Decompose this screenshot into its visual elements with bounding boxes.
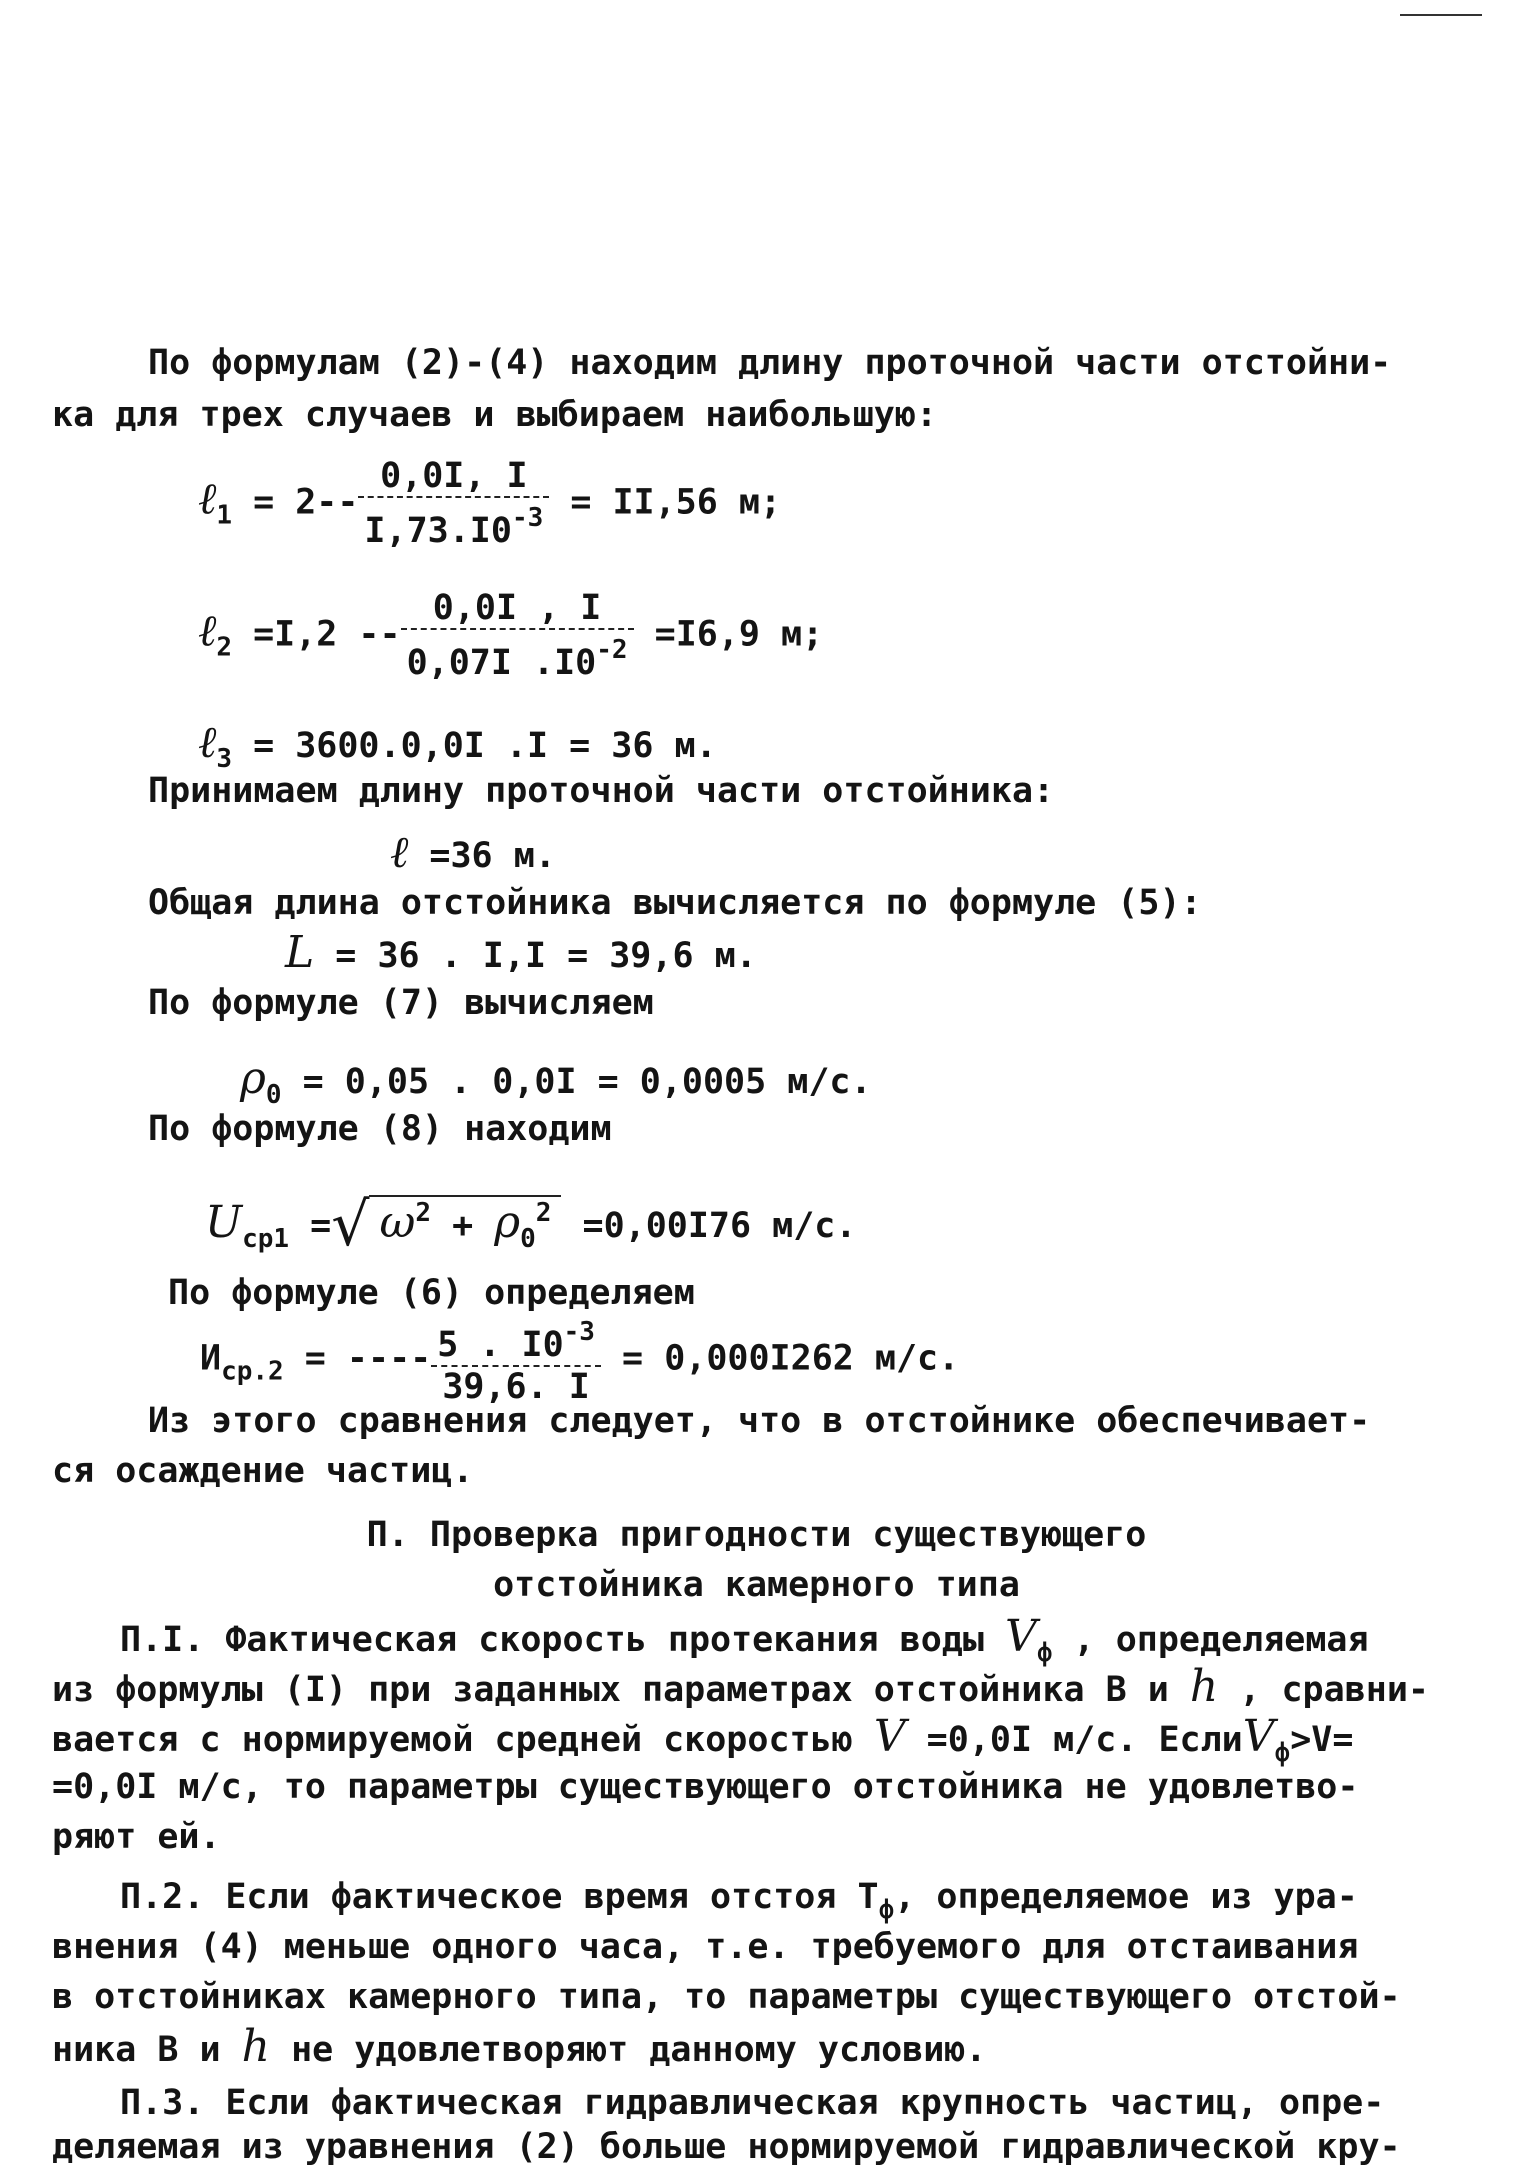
text-run: П.I. Фактическая скорость протекания воды	[120, 1620, 984, 1660]
corner-rule	[1400, 14, 1482, 16]
omega-exponent: 2	[415, 1198, 431, 1228]
paragraph-7-line-2: ся осаждение частиц.	[52, 1451, 474, 1491]
paragraph-5: По формуле (8) находим	[148, 1109, 612, 1149]
paragraph-4: По формуле (7) вычисляем	[148, 983, 654, 1023]
formula-total-length	[285, 927, 757, 978]
sqrt-radical-icon: √	[331, 1190, 370, 1260]
fraction-denominator	[358, 498, 549, 551]
v-symbol: V	[873, 1711, 906, 1762]
formula-u-avg-1	[205, 1190, 856, 1260]
omega-symbol: ω	[379, 1197, 416, 1248]
fraction	[358, 456, 549, 551]
fraction-numerator	[431, 1312, 601, 1367]
text-run: , определяемое из ура-	[894, 1877, 1358, 1917]
denominator-exponent: -2	[596, 635, 628, 665]
formula-symbol: ℓ	[198, 473, 217, 525]
v-f-symbol: V	[1005, 1611, 1037, 1662]
denominator-base: 0,07I .I0	[406, 643, 597, 683]
formula-result: =0,00I76 м/с.	[582, 1206, 857, 1246]
formula-symbol: ℓ	[390, 827, 409, 878]
denominator-exponent: -3	[511, 503, 544, 533]
plus-sign: +	[452, 1206, 474, 1246]
text-run: из формулы (I) при заданных параметрах отстойника В и	[52, 1670, 1169, 1710]
formula-symbol: L	[285, 927, 315, 978]
formula-equals: =	[310, 1206, 332, 1246]
text-run: >V=	[1290, 1720, 1354, 1760]
paragraph-9-line-2: внения (4) меньше одного часа, т.е. требуемого для отстаивания	[52, 1927, 1359, 1967]
formula-lead: = ----	[304, 1338, 432, 1379]
text-run: , сравни-	[1239, 1670, 1429, 1710]
fraction-denominator	[401, 630, 634, 683]
formula-subscript: 0	[265, 1080, 282, 1110]
formula-subscript: 3	[216, 744, 232, 774]
formula-lead: =I,2 --	[253, 614, 401, 655]
paragraph-9-line-3: в отстойниках камерного типа, то параметры существующего отстой-	[52, 1977, 1401, 2017]
paragraph-8-line-1	[120, 1611, 1369, 1668]
text-run: =0,0I м/с. Если	[926, 1720, 1243, 1760]
formula-l2	[198, 588, 823, 683]
formula-symbol: U	[205, 1197, 243, 1248]
numerator-base: 5 . I0	[437, 1325, 564, 1365]
paragraph-8-line-2	[52, 1661, 1429, 1712]
text-run: вается с нормируемой средней скоростью	[52, 1720, 853, 1760]
formula-symbol: ρ	[240, 1053, 266, 1104]
formula-text: = 36 . I,I = 39,6 м.	[335, 936, 757, 976]
formula-symbol: ℓ	[198, 605, 217, 657]
formula-text: = 3600.0,0I .I = 36 м.	[253, 726, 717, 766]
formula-subscript: 2	[216, 632, 232, 663]
text-run: П.2. Если фактическое время отстоя Т	[120, 1877, 879, 1917]
paragraph-7-line-1: Из этого сравнения следует, что в отстойнике обеспечивает-	[148, 1401, 1371, 1441]
text-run: ника В и	[52, 2030, 221, 2070]
text-run: , определяемая	[1073, 1620, 1369, 1660]
formula-u-avg-2	[200, 1312, 959, 1407]
formula-subscript: ср1	[242, 1224, 290, 1254]
paragraph-8-line-5: ряют ей.	[52, 1817, 221, 1857]
v-f-symbol: V	[1242, 1711, 1275, 1762]
numerator-exponent: -3	[563, 1317, 595, 1347]
formula-subscript: ср.2	[221, 1356, 284, 1387]
formula-text: = 0,05 . 0,0I = 0,0005 м/с.	[302, 1062, 872, 1102]
paragraph-6: По формуле (6) определяем	[168, 1273, 695, 1313]
formula-text: =36 м.	[429, 836, 556, 876]
h-symbol: h	[241, 2021, 270, 2072]
h-symbol: h	[1189, 1661, 1219, 1712]
v-f-subscript: ф	[1036, 1638, 1053, 1668]
paragraph-9-line-1	[120, 1874, 1358, 1925]
formula-lead: = 2--	[253, 482, 359, 523]
fraction	[401, 588, 634, 683]
paragraph-10-line-1: П.3. Если фактическая гидравлическая крупность частиц, опре-	[120, 2083, 1385, 2123]
formula-subscript: 1	[216, 500, 232, 531]
fraction-denominator: 39,6. I	[442, 1367, 590, 1407]
v-f-subscript: ф	[1274, 1738, 1291, 1768]
formula-l3	[198, 717, 717, 774]
sqrt-body	[369, 1195, 561, 1254]
formula-symbol: ℓ	[198, 717, 217, 768]
paragraph-2: Принимаем длину проточной части отстойника:	[148, 771, 1055, 811]
formula-result: =I6,9 м;	[654, 614, 824, 655]
rho-subscript: 0	[520, 1224, 536, 1254]
formula-symbol: И	[200, 1338, 222, 1379]
fraction	[431, 1312, 601, 1407]
paragraph-8-line-4: =0,0I м/с, то параметры существующего отстойника не удовлетво-	[52, 1767, 1359, 1807]
fraction-numerator: 0,0I , I	[401, 588, 634, 630]
formula-l	[390, 827, 556, 878]
denominator-base: I,73.I0	[364, 511, 512, 551]
t-f-subscript: ф	[878, 1895, 895, 1925]
paragraph-3: Общая длина отстойника вычисляется по формуле (5):	[148, 883, 1202, 923]
rho-exponent: 2	[535, 1198, 552, 1228]
rho-symbol: ρ	[494, 1197, 521, 1248]
paragraph-10-line-2: деляемая из уравнения (2) больше нормируемой гидравлической кру-	[52, 2127, 1401, 2167]
paragraph-8-line-3	[52, 1711, 1354, 1768]
fraction-numerator: 0,0I, I	[358, 456, 549, 498]
formula-result: = II,56 м;	[570, 482, 782, 523]
text-run: не удовлетворяют данному условию.	[291, 2030, 987, 2070]
formula-rho	[240, 1053, 872, 1110]
section-heading-line-1: П. Проверка пригодности существующего	[366, 1515, 1147, 1555]
paragraph-1-line-1: По формулам (2)-(4) находим длину проточной части отстойни-	[148, 343, 1392, 383]
paragraph-1-line-2: ка для трех случаев и выбираем наибольшую:	[52, 395, 938, 435]
formula-result: = 0,000I262 м/с.	[622, 1338, 960, 1379]
formula-l1	[198, 456, 781, 551]
paragraph-9-line-4	[52, 2021, 987, 2072]
section-heading-line-2: отстойника камерного типа	[493, 1565, 1020, 1605]
